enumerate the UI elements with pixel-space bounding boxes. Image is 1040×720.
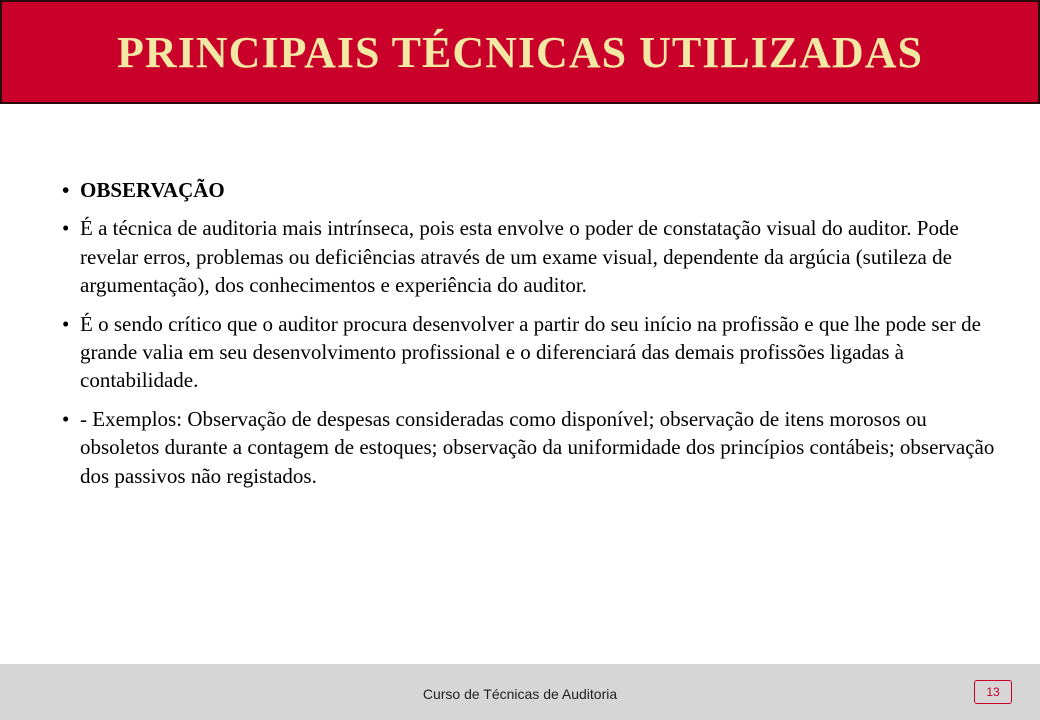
bullet-examples: • - Exemplos: Observação de despesas consideradas como disponível; observação de itens morosos ou obsoletos durante a contagem de estoques; observação da uniformidade dos princípios contábeis; observação dos passivos não registados. [62,405,1002,490]
title-bar [0,0,1040,104]
course-name: Curso de Técnicas de Auditoria [422,686,618,702]
slide-title: PRINCIPAIS TÉCNICAS UTILIZADAS [117,28,923,77]
bullet-definition: • É a técnica de auditoria mais intrínseca, pois esta envolve o poder de constatação visual do auditor. Pode revelar erros, problemas ou deficiências através de um exame visual, dependente da argúcia (sutileza de argumentação), dos conhecimentos e experiência do auditor. [62,214,1002,299]
bullet-heading: • OBSERVAÇÃO [62,176,1002,204]
page-number-badge: 13 [974,680,1012,704]
bullet-list [62,176,1002,500]
bullet-critical-sense: • É o sendo crítico que o auditor procura desenvolver a partir do seu início na profissão e que lhe pode ser de grande valia em seu desenvolvimento profissional e o diferenciará das demais profissões ligadas à contabilidade. [62,310,1002,395]
footer-bar [0,664,1040,720]
